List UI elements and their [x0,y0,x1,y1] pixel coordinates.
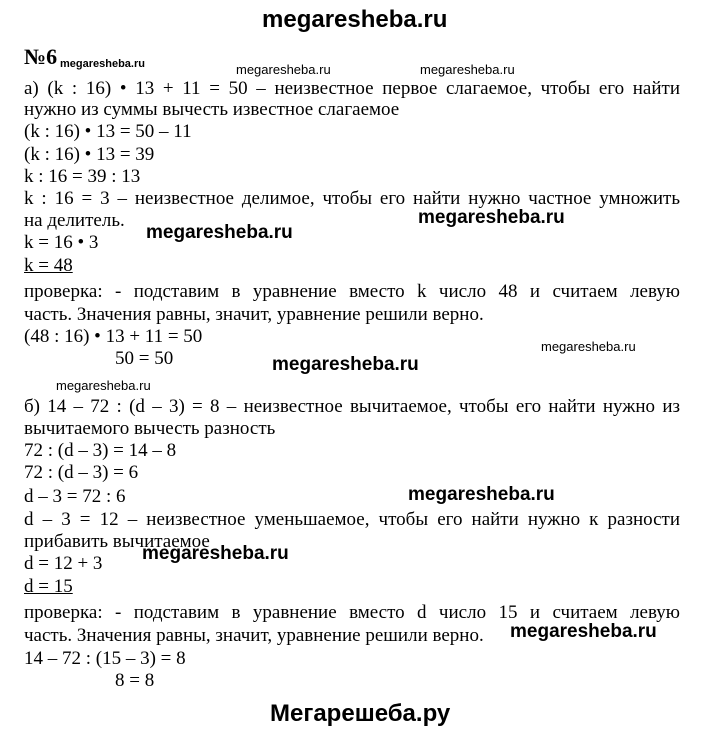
part-a-answer: k = 48 [24,255,73,276]
part-b-check-equation: 14 – 72 : (15 – 3) = 8 [24,648,186,669]
part-a-check-line-2: часть. Значения равны, значит, уравнение решили верно. [24,304,484,325]
watermark: megaresheba.ru [272,354,419,375]
part-b-line-8: d = 12 + 3 [24,553,103,574]
task-number: №6 [24,44,58,69]
watermark: megaresheba.ru [420,62,515,77]
watermark: megaresheba.ru [541,339,636,354]
part-a-line-2: нужно из суммы вычесть известное слагаемое [24,99,400,120]
watermark: megaresheba.ru [510,621,657,642]
watermark: megaresheba.ru [418,207,565,228]
watermark: megaresheba.ru [236,62,331,77]
part-b-line-1: б) 14 – 72 : (d – 3) = 8 – неизвестное вычитаемое, чтобы его найти нужно из [24,396,680,417]
part-b-line-5: d – 3 = 72 : 6 [24,486,126,507]
watermark: megaresheba.ru [60,58,145,70]
part-a-line-1: а) (k : 16) • 13 + 11 = 50 – неизвестное первое слагаемое, чтобы его найти [24,78,680,99]
part-b-line-7: прибавить вычитаемое [24,531,210,552]
watermark: megaresheba.ru [56,378,151,393]
part-b-line-2: вычитаемого вычесть разность [24,418,276,439]
part-b-answer: d = 15 [24,576,73,597]
part-a-check-result: 50 = 50 [115,348,174,369]
part-a-check-equation: (48 : 16) • 13 + 11 = 50 [24,326,203,347]
part-a-line-5: k : 16 = 39 : 13 [24,166,141,187]
part-b-check-line-2: часть. Значения равны, значит, уравнение решили верно. [24,625,484,646]
part-a-check-line-1: проверка: - подставим в уравнение вместо k число 48 и считаем левую [24,281,680,302]
watermark: megaresheba.ru [142,543,289,564]
part-b-check-line-1: проверка: - подставим в уравнение вместо d число 15 и считаем левую [24,602,680,623]
site-header: megaresheba.ru [262,6,448,33]
watermark: megaresheba.ru [408,484,555,505]
part-a-line-7: на делитель. [24,210,125,231]
part-b-check-result: 8 = 8 [115,670,155,691]
part-b-line-6: d – 3 = 12 – неизвестное уменьшаемое, чтобы его найти нужно к разности [24,509,680,530]
part-a-line-8: k = 16 • 3 [24,232,99,253]
part-a-line-4: (k : 16) • 13 = 39 [24,144,155,165]
part-a-line-6: k : 16 = 3 – неизвестное делимое, чтобы его найти нужно частное умножить [24,188,680,209]
watermark: megaresheba.ru [146,222,293,243]
site-footer: Мегарешеба.ру [270,700,451,727]
part-a-line-3: (k : 16) • 13 = 50 – 11 [24,121,192,142]
part-b-line-3: 72 : (d – 3) = 14 – 8 [24,440,177,461]
part-b-line-4: 72 : (d – 3) = 6 [24,462,139,483]
